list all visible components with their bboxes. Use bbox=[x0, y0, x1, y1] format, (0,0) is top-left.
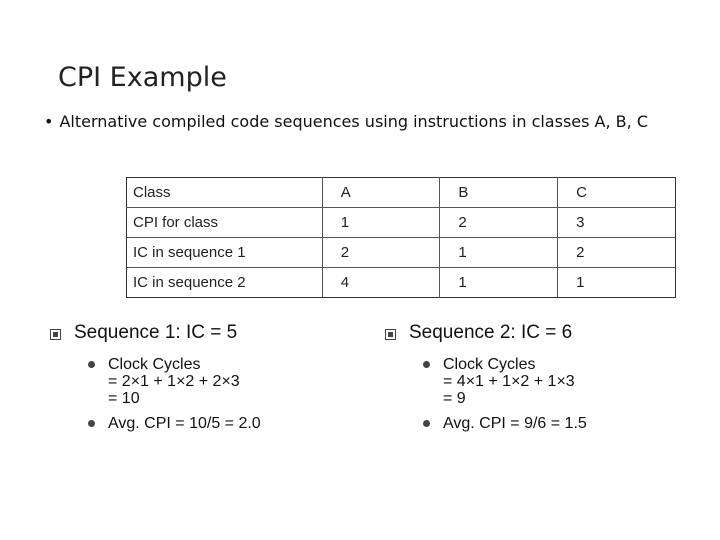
clock-cycles-result: = 9 bbox=[443, 390, 466, 407]
round-bullet-icon bbox=[88, 361, 95, 368]
clock-cycles-formula: = 4×1 + 1×2 + 1×3 bbox=[443, 373, 575, 390]
table-cell: 2 bbox=[558, 238, 676, 268]
table-cell: C bbox=[558, 178, 676, 208]
table-row bbox=[127, 268, 676, 298]
clock-cycles-result: = 10 bbox=[108, 390, 140, 407]
intro-text: Alternative compiled code sequences using instructions in classes A, B, C bbox=[59, 112, 648, 131]
round-bullet-icon bbox=[423, 420, 430, 427]
sequence-2-heading-text: Sequence 2: IC = 6 bbox=[409, 322, 573, 343]
avg-cpi-text: Avg. CPI = 10/5 = 2.0 bbox=[108, 415, 261, 432]
round-bullet-icon bbox=[88, 420, 95, 427]
table-cell: 1 bbox=[440, 238, 558, 268]
intro-bullet bbox=[44, 112, 648, 131]
table-row bbox=[127, 208, 676, 238]
table-cell: IC in sequence 1 bbox=[127, 238, 323, 268]
sequence-1-heading bbox=[50, 322, 261, 348]
sequence-1-block bbox=[50, 322, 261, 432]
round-bullet-icon bbox=[423, 361, 430, 368]
table-cell: 1 bbox=[440, 268, 558, 298]
table-cell: 3 bbox=[558, 208, 676, 238]
clock-cycles-label: Clock Cycles bbox=[443, 356, 536, 373]
bullet-dot: • bbox=[44, 112, 54, 131]
list-item bbox=[423, 415, 587, 432]
square-bullet-icon bbox=[50, 329, 61, 340]
table-cell: 1 bbox=[576, 274, 585, 291]
table-row bbox=[127, 238, 676, 268]
table-cell: CPI for class bbox=[127, 208, 323, 238]
slide-title: CPI Example bbox=[58, 62, 227, 93]
table-cell: 2 bbox=[322, 238, 440, 268]
table-cell: 2 bbox=[440, 208, 558, 238]
table-cell: IC in sequence 2 bbox=[127, 268, 323, 298]
list-item bbox=[88, 356, 261, 407]
sequence-1-heading-text: Sequence 1: IC = 5 bbox=[74, 322, 238, 343]
list-item bbox=[423, 356, 587, 407]
clock-cycles-formula: = 2×1 + 1×2 + 2×3 bbox=[108, 373, 240, 390]
list-item bbox=[88, 415, 261, 432]
cpi-table bbox=[126, 177, 676, 298]
table-cell: Class bbox=[127, 178, 323, 208]
table-cell: A bbox=[322, 178, 440, 208]
table-cell: 1 bbox=[322, 208, 440, 238]
clock-cycles-label: Clock Cycles bbox=[108, 356, 201, 373]
sequence-2-block bbox=[385, 322, 587, 432]
table-row bbox=[127, 178, 676, 208]
sequence-2-heading bbox=[385, 322, 587, 348]
avg-cpi-text: Avg. CPI = 9/6 = 1.5 bbox=[443, 415, 587, 432]
square-bullet-icon bbox=[385, 329, 396, 340]
table-cell: B bbox=[440, 178, 558, 208]
table-cell: 4 bbox=[322, 268, 440, 298]
